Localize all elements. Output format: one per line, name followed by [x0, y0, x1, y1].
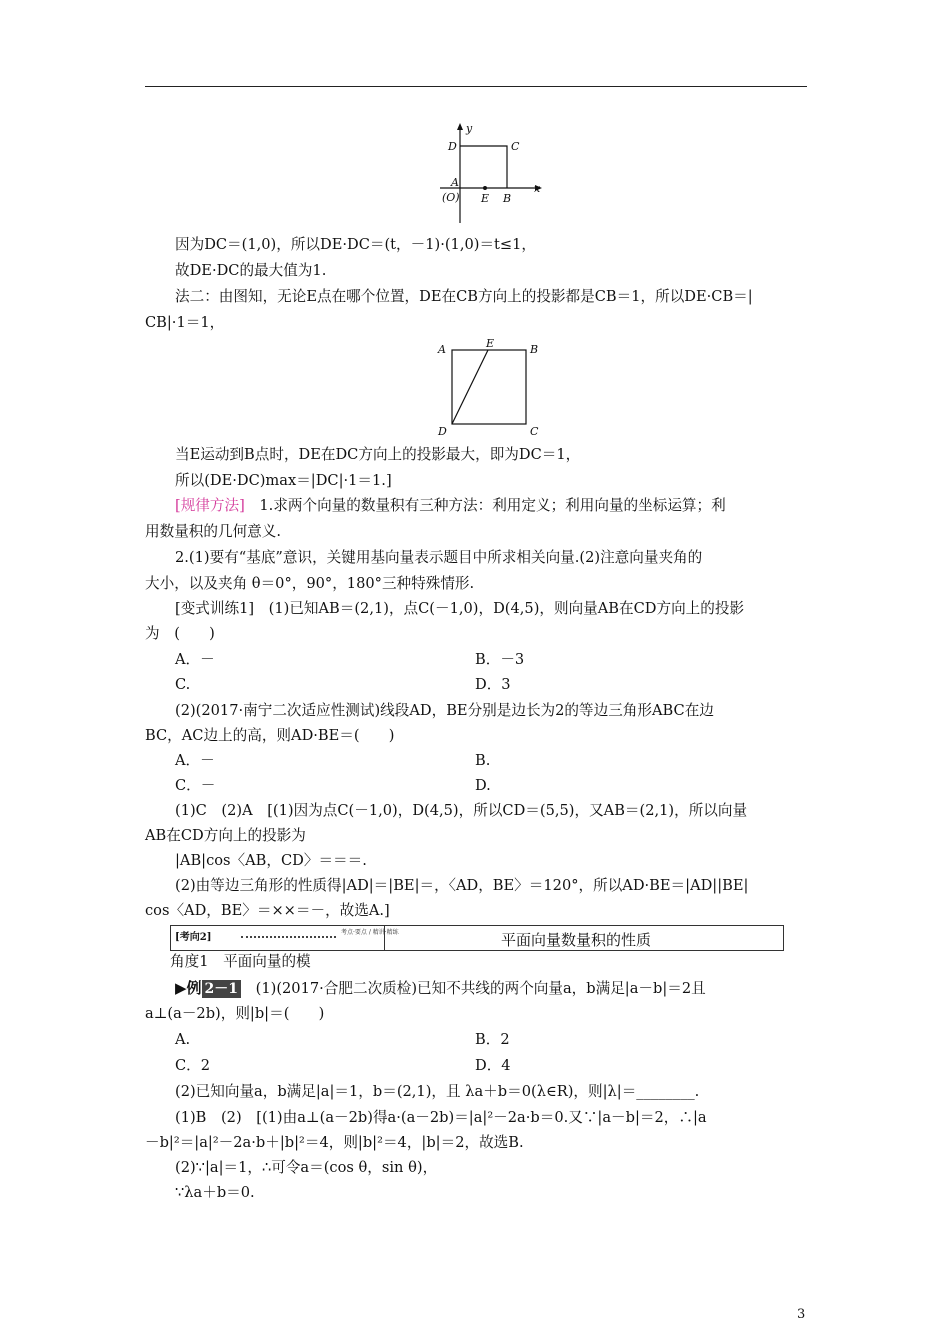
- text-line: 2.(1)要有“基底”意识，关键用基向量表示题目中所求相关向量.(2)注意向量夹角的: [175, 549, 703, 566]
- option-a: A．－: [175, 752, 215, 769]
- text-line: 因为DC＝(1,0)，所以DE·DC＝(t，－1)·(1,0)＝t≤1，: [175, 236, 537, 253]
- fig1-label-a: A: [451, 176, 459, 189]
- text-line: (1)B (2) [(1)由a⊥(a－2b)得a·(a－2b)＝|a|²－2a·b＝0.又∵|a－b|＝2，∴|a: [175, 1109, 707, 1126]
- fig1-label-x: x: [534, 182, 541, 195]
- option-a: A.: [175, 1031, 191, 1048]
- option-d: D．3: [475, 676, 511, 693]
- fig1-label-e: E: [481, 192, 490, 205]
- fig1-label-b: B: [503, 192, 512, 205]
- subsection-heading: 角度1 平面向量的模: [170, 953, 311, 970]
- option-d: D.: [475, 777, 491, 794]
- fig1-label-d: D: [448, 140, 457, 153]
- fig2-label-c: C: [530, 425, 539, 438]
- section-title: 平面向量数量积的性质: [501, 931, 652, 949]
- option-d: D．4: [475, 1057, 511, 1074]
- text-line: (2)∵|a|＝1，∴可令a＝(cos θ，sin θ)，: [175, 1159, 438, 1176]
- figure-square: [432, 338, 544, 438]
- option-b: B．－3: [475, 651, 525, 668]
- text-line: [175, 979, 706, 998]
- text-line: CB|·1＝1，: [145, 314, 225, 331]
- section-banner: [170, 925, 784, 951]
- example-number: 2－1: [202, 980, 241, 998]
- fig2-label-b: B: [530, 343, 539, 356]
- option-b: B.: [475, 752, 491, 769]
- fig1-label-y: y: [466, 122, 473, 135]
- section-dash: [241, 936, 336, 938]
- option-c: C．2: [175, 1057, 211, 1074]
- text-line: [变式训练1] (1)已知AB＝(2,1)，点C(－1,0)，D(4,5)，则向量AB在CD方向上的投影: [175, 600, 745, 617]
- option-c: C.: [175, 676, 191, 693]
- section-tag: [考向2]: [175, 932, 212, 943]
- example-badge: ▶例: [175, 979, 202, 997]
- text-line: 法二：由图知，无论E点在哪个位置，DE在CB方向上的投影都是CB＝1，所以DE·CB＝|: [175, 288, 753, 305]
- text-line: (2)(2017·南宁二次适应性测试)线段AD，BE分别是边长为2的等边三角形ABC在边: [175, 702, 714, 719]
- fig1-label-c: C: [511, 140, 520, 153]
- text-line: (2)已知向量a，b满足|a|＝1，b＝(2,1)，且 λa＋b＝0(λ∈R)，则|λ|＝________.: [175, 1083, 700, 1100]
- text-line: [175, 497, 726, 515]
- header-rule: [145, 86, 807, 87]
- text-line: BC，AC边上的高，则AD·BE＝( ): [145, 727, 395, 744]
- fig2-label-d: D: [438, 425, 447, 438]
- section-mini-label: 考点·要点 / 精讲·精练: [341, 929, 399, 936]
- text-line: 故DE·DC的最大值为1.: [175, 262, 327, 279]
- text-line: 用数量积的几何意义.: [145, 523, 281, 540]
- figure-coordinate-rectangle: [435, 120, 545, 230]
- option-c: C．－: [175, 777, 216, 794]
- text-line: －b|²＝|a|²－2a·b＋|b|²＝4，则|b|²＝4，|b|＝2，故选B.: [145, 1134, 524, 1151]
- text-line: ∵λa＋b＝0.: [175, 1184, 255, 1201]
- method-text: 1.求两个向量的数量积有三种方法：利用定义；利用向量的坐标运算；利: [259, 497, 726, 514]
- text-line: cos〈AD，BE〉＝××＝－，故选A.]: [145, 902, 390, 919]
- text-line: AB在CD方向上的投影为: [145, 827, 306, 844]
- option-b: B．2: [475, 1031, 510, 1048]
- text-line: (1)C (2)A [(1)因为点C(－1,0)，D(4,5)，所以CD＝(5,5)，又AB＝(2,1)，所以向量: [175, 802, 748, 819]
- fig1-label-o: (O): [442, 191, 460, 204]
- text-line: a⊥(a－2b)，则|b|＝( ): [145, 1005, 325, 1022]
- section-divider: [384, 926, 385, 950]
- method-tag: [规律方法]: [175, 497, 245, 514]
- text-line: |AB|cos〈AB，CD〉＝＝＝.: [175, 852, 367, 869]
- option-a: A．－: [175, 651, 215, 668]
- text-line: 大小，以及夹角 θ＝0°，90°，180°三种特殊情形.: [145, 575, 475, 592]
- fig2-label-e: E: [486, 338, 495, 350]
- text-line: 当E运动到B点时，DE在DC方向上的投影最大，即为DC＝1，: [175, 446, 581, 463]
- text-line: 为 ( ): [145, 625, 215, 642]
- text-line: 所以(DE·DC)max＝|DC|·1＝1.]: [175, 472, 392, 489]
- fig2-label-a: A: [438, 343, 446, 356]
- page-number: 3: [797, 1307, 806, 1322]
- example-text: (1)(2017·合肥二次质检)已知不共线的两个向量a，b满足|a－b|＝2且: [255, 980, 706, 997]
- text-line: (2)由等边三角形的性质得|AD|＝|BE|＝，〈AD，BE〉＝120°，所以AD·BE＝|AD||BE|: [175, 877, 749, 894]
